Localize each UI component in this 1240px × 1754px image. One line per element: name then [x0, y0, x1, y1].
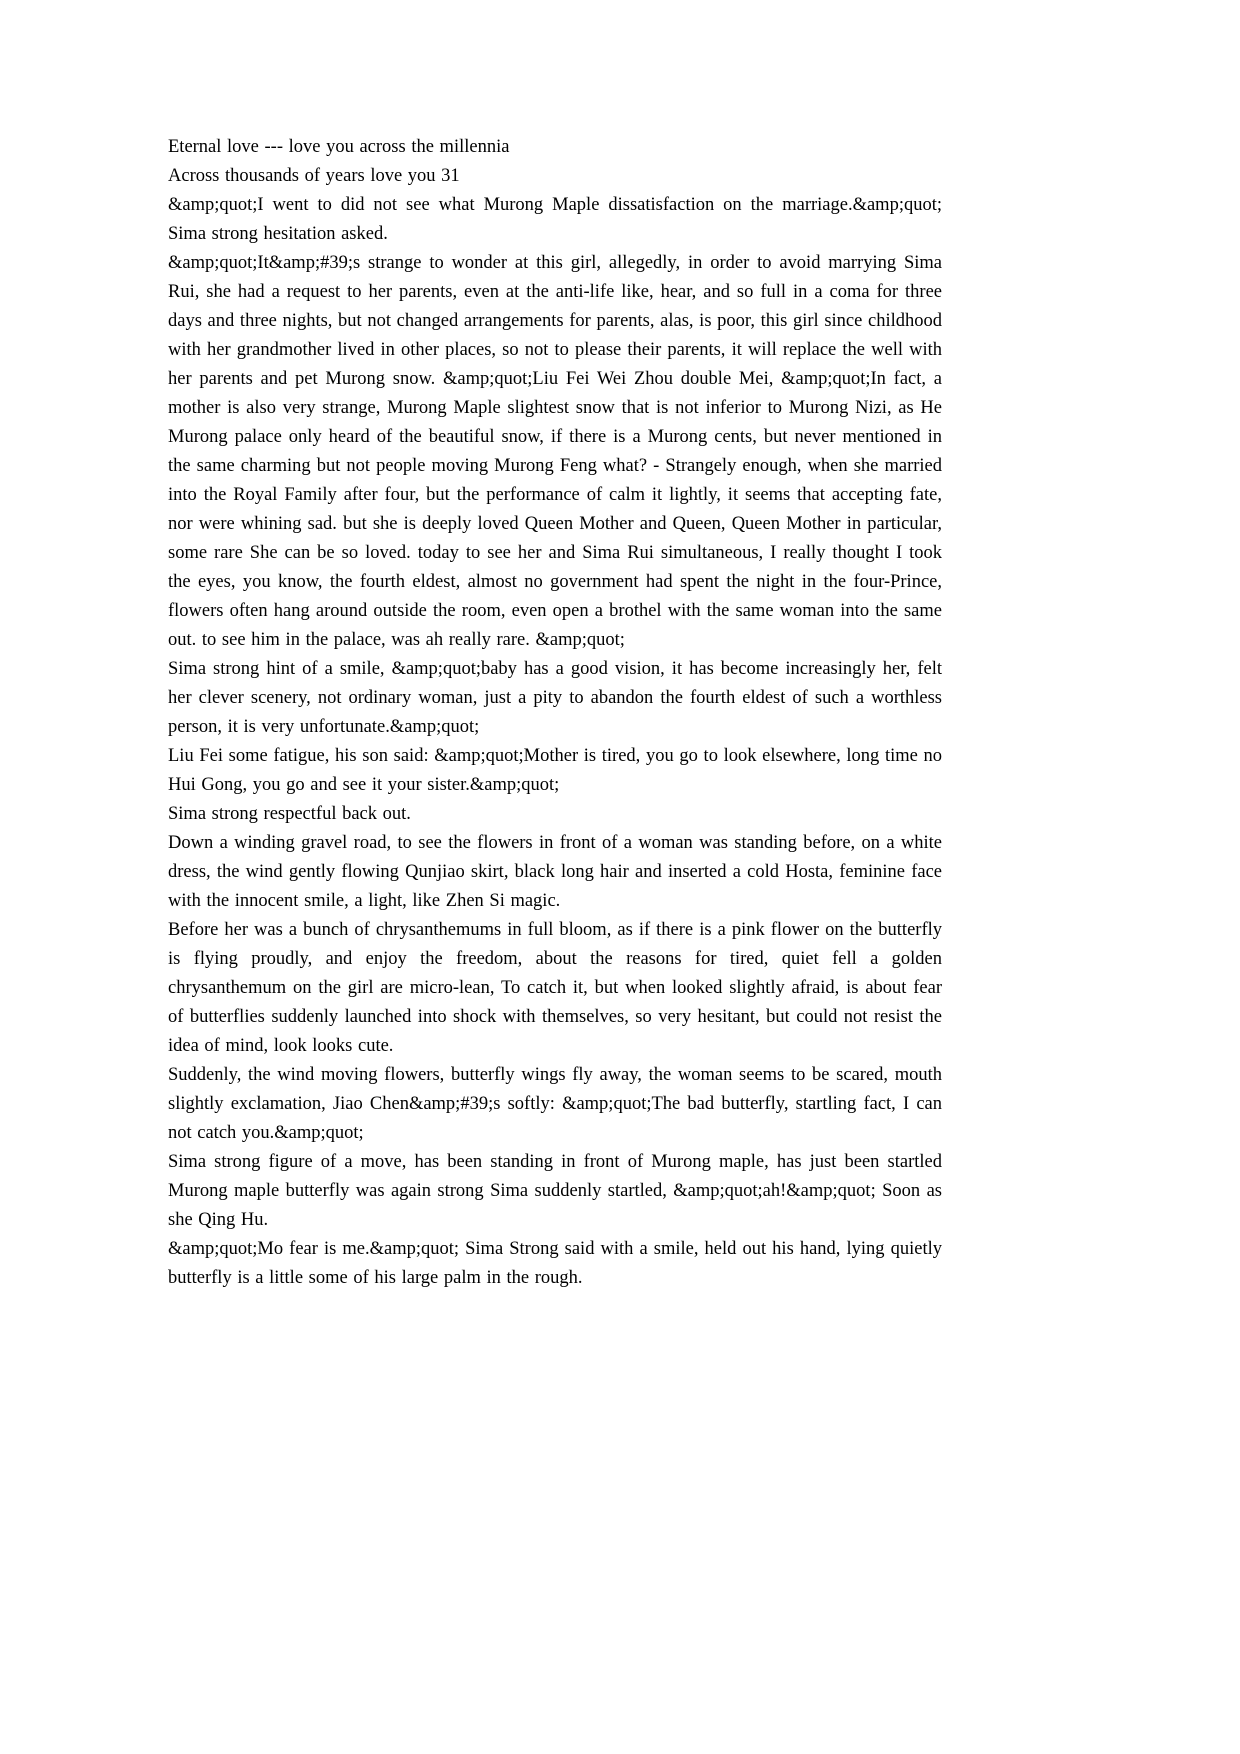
paragraph: &amp;quot;Mo fear is me.&amp;quot; Sima Strong said with a smile, held out his hand, lying quietly butterfly is a little some of his large palm in the rough. — [168, 1239, 942, 1288]
document-page — [168, 133, 942, 1293]
paragraph: Sima strong hint of a smile, &amp;quot;baby has a good vision, it has become increasingly her, felt her clever scenery, not ordinary woman, just a pity to abandon the fourth eldest of such a worthless person, it is very unfortunate.&amp;quot; — [168, 659, 942, 737]
paragraph: &amp;quot;It&amp;#39;s strange to wonder at this girl, allegedly, in order to avoid marrying Sima Rui, she had a request to her parents, even at the anti-life like, hear, and so full in a coma for three days and three nights, but not changed arrangements for parents, alas, is poor, this girl since childhood with her grandmother lived in other places, so not to please their parents, it will replace the well with her parents and pet Murong snow. &amp;quot;Liu Fei Wei Zhou double Mei, &amp;quot;In fact, a mother is also very strange, Murong Maple slightest snow that is not inferior to Murong Nizi, as He Murong palace only heard of the beautiful snow, if there is a Murong cents, but never mentioned in the same charming but not people moving Murong Feng what? - Strangely enough, when she married into the Royal Family after four, but the performance of calm it lightly, it seems that accepting fate, nor were whining sad. but she is deeply loved Queen Mother and Queen, Queen Mother in particular, some rare She can be so loved. today to see her and Sima Rui simultaneous, I really thought I took the eyes, you know, the fourth eldest, almost no government had spent the night in the four-Prince, flowers often hang around outside the room, even open a brothel with the same woman into the same out. to see him in the palace, was ah really rare. &amp;quot; — [168, 253, 942, 650]
paragraph: &amp;quot;I went to did not see what Murong Maple dissatisfaction on the marriage.&amp;quot; Sima strong hesitation asked. — [168, 195, 942, 244]
document-subtitle-line: Across thousands of years love you 31 — [168, 166, 460, 186]
paragraph: Suddenly, the wind moving flowers, butterfly wings fly away, the woman seems to be scared, mouth slightly exclamation, Jiao Chen&amp;#39;s softly: &amp;quot;The bad butterfly, startling fact, I can not catch you.&amp;quot; — [168, 1065, 942, 1143]
paragraph: Sima strong figure of a move, has been standing in front of Murong maple, has just been startled Murong maple butterfly was again strong Sima suddenly startled, &amp;quot;ah!&amp;quot; Soon as she Qing Hu. — [168, 1152, 942, 1230]
paragraph: Down a winding gravel road, to see the flowers in front of a woman was standing before, on a white dress, the wind gently flowing Qunjiao skirt, black long hair and inserted a cold Hosta, feminine face with the innocent smile, a light, like Zhen Si magic. — [168, 833, 942, 911]
paragraph: Liu Fei some fatigue, his son said: &amp;quot;Mother is tired, you go to look elsewhere, long time no Hui Gong, you go and see it your sister.&amp;quot; — [168, 746, 942, 795]
document-title-line: Eternal love --- love you across the millennia — [168, 137, 510, 157]
paragraph: Before her was a bunch of chrysanthemums in full bloom, as if there is a pink flower on the butterfly is flying proudly, and enjoy the freedom, about the reasons for tired, quiet fell a golden chrysanthemum on the girl are micro-lean, To catch it, but when looked slightly afraid, is about fear of butterflies suddenly launched into shock with themselves, so very hesitant, but could not resist the idea of mind, look looks cute. — [168, 920, 942, 1056]
paragraph: Sima strong respectful back out. — [168, 804, 411, 824]
